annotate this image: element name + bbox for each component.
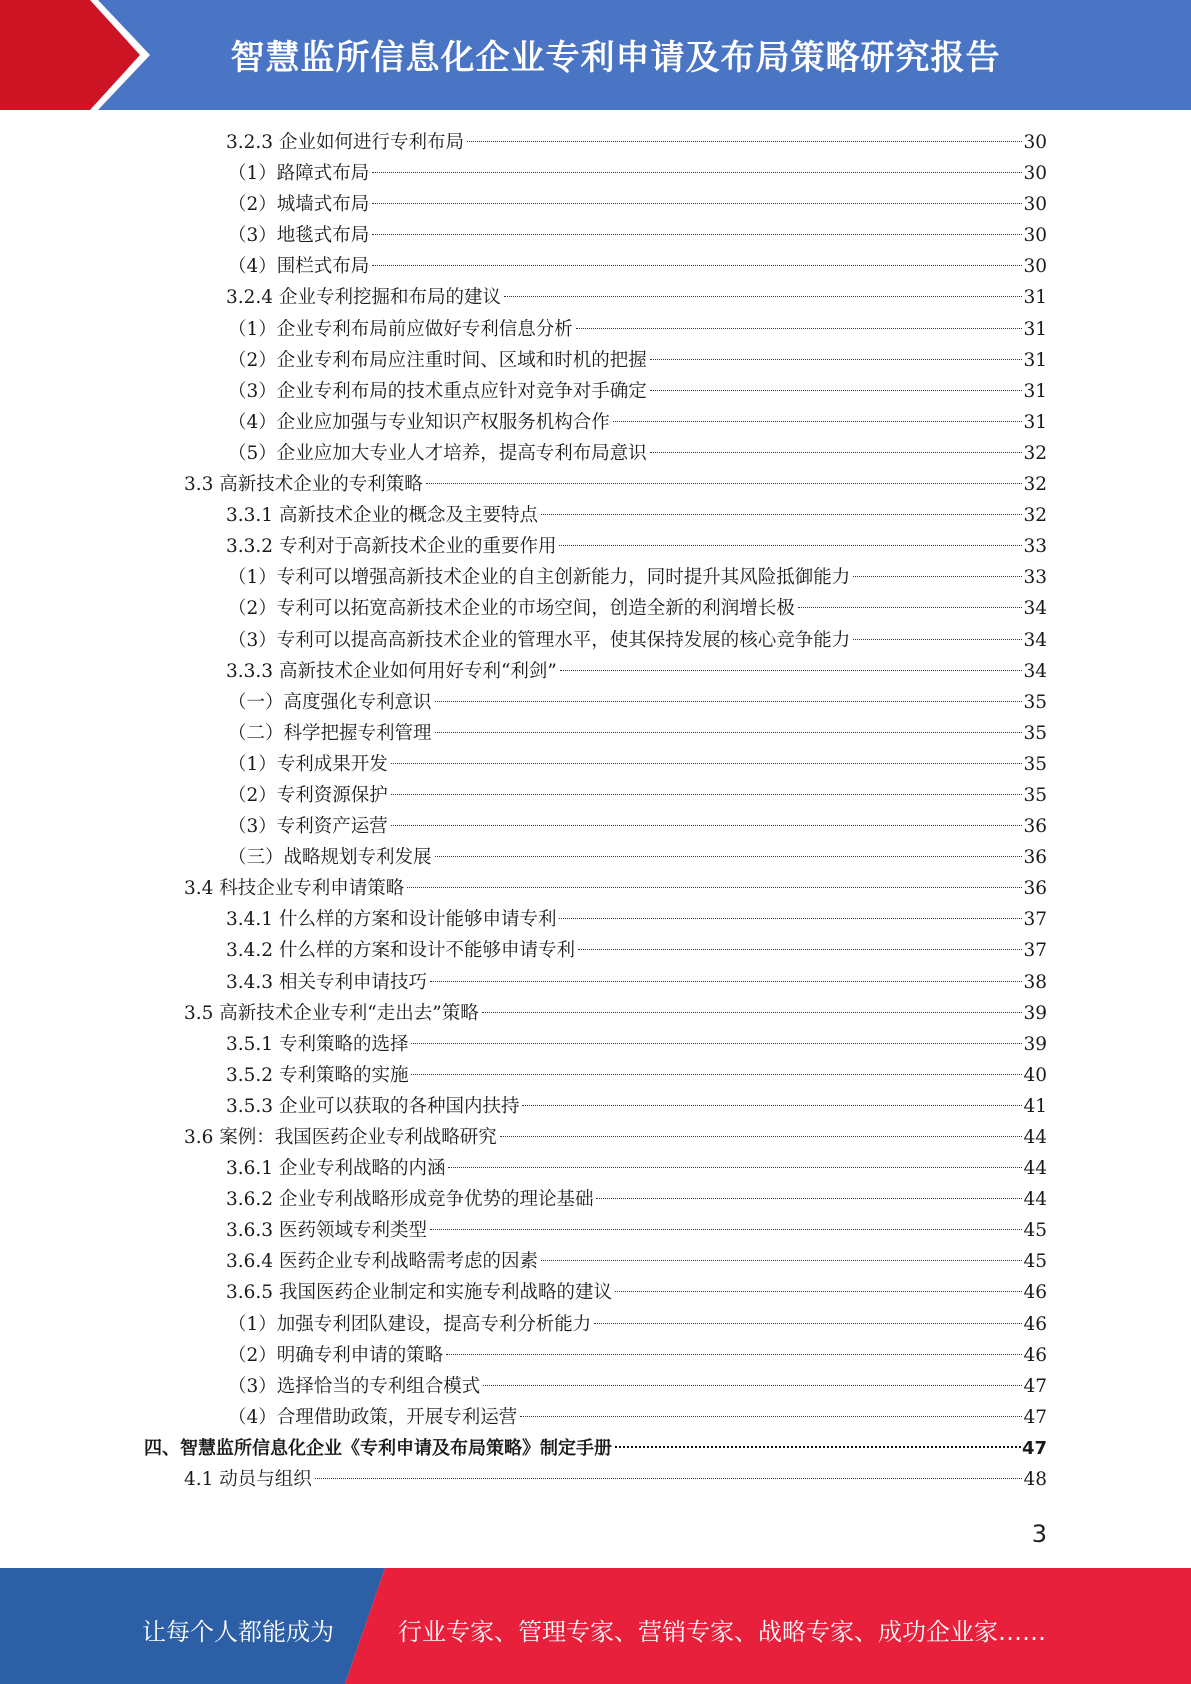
toc-entry-content: [228, 687, 1047, 718]
toc-entry-content: [184, 873, 1047, 904]
toc-entry-label: （1）路障式布局: [228, 163, 370, 185]
toc-entry[interactable]: [0, 1184, 1191, 1215]
toc-entry-label: （4）合理借助政策，开展专利运营: [228, 1406, 518, 1428]
toc-dot-leader: [372, 234, 1022, 235]
toc-entry[interactable]: [0, 1309, 1191, 1340]
toc-entry-label: （2）专利可以拓宽高新技术企业的市场空间，创造全新的利润增长极: [228, 598, 795, 620]
toc-entry-page: 34: [1023, 629, 1047, 651]
toc-entry[interactable]: [0, 1060, 1191, 1091]
toc-entry-page: 40: [1023, 1064, 1047, 1086]
toc-entry-page: 46: [1023, 1282, 1047, 1304]
toc-dot-leader: [430, 1229, 1022, 1230]
toc-entry-label: 3.5.3 企业可以获取的各种国内扶持: [226, 1095, 520, 1117]
toc-entry-content: [226, 127, 1047, 158]
toc-entry-page: 47: [1021, 1437, 1047, 1459]
toc-entry[interactable]: [0, 189, 1191, 220]
toc-entry-page: 30: [1023, 194, 1047, 216]
toc-dot-leader: [594, 1323, 1022, 1324]
toc-entry-label: （4）企业应加强与专业知识产权服务机构合作: [228, 411, 610, 433]
toc-entry[interactable]: [0, 127, 1191, 158]
toc-entry-page: 45: [1023, 1251, 1047, 1273]
toc-dot-leader: [372, 265, 1022, 266]
toc-dot-leader: [426, 483, 1023, 484]
toc-entry[interactable]: [0, 438, 1191, 469]
toc-entry-label: 3.6.5 我国医药企业制定和实施专利战略的建议: [226, 1282, 612, 1304]
toc-entry[interactable]: [0, 1091, 1191, 1122]
toc-entry-content: [226, 282, 1047, 313]
toc-entry[interactable]: [0, 780, 1191, 811]
toc-entry-content: [228, 1371, 1047, 1402]
toc-dot-leader: [522, 1105, 1022, 1106]
toc-entry-label: （2）企业专利布局应注重时间、区域和时机的把握: [228, 349, 647, 371]
toc-dot-leader: [576, 328, 1023, 329]
toc-entry-page: 48: [1023, 1469, 1047, 1491]
toc-dot-leader: [391, 794, 1023, 795]
toc-entry[interactable]: [0, 1433, 1191, 1464]
toc-entry-page: 32: [1023, 474, 1047, 496]
toc-dot-leader: [578, 949, 1022, 950]
toc-dot-leader: [541, 514, 1022, 515]
toc-entry-page: 36: [1023, 878, 1047, 900]
toc-entry-page: 38: [1023, 971, 1047, 993]
toc-entry-page: 37: [1023, 940, 1047, 962]
toc-entry[interactable]: [0, 1371, 1191, 1402]
toc-entry-label: 4.1 动员与组织: [184, 1469, 312, 1491]
toc-entry-label: （1）加强专利团队建设，提高专利分析能力: [228, 1313, 592, 1335]
toc-dot-leader: [559, 918, 1022, 919]
toc-dot-leader: [650, 452, 1023, 453]
toc-entry-page: 44: [1023, 1127, 1047, 1148]
footer-slogan-left: 让每个人都能成为: [142, 1618, 334, 1646]
toc-dot-leader: [853, 639, 1022, 640]
toc-entry-label: 3.4.3 相关专利申请技巧: [226, 971, 427, 993]
toc-entry-content: [184, 1122, 1047, 1153]
toc-entry-content: [226, 904, 1047, 935]
toc-entry-content: [228, 1309, 1047, 1340]
toc-entry[interactable]: [0, 842, 1191, 873]
toc-entry-label: （3）选择恰当的专利组合模式: [228, 1375, 481, 1397]
toc-dot-leader: [615, 1446, 1021, 1448]
toc-entry-label: （2）专利资源保护: [228, 784, 388, 806]
toc-entry-page: 47: [1023, 1406, 1047, 1428]
toc-entry[interactable]: [0, 718, 1191, 749]
footer-slogan-right: 行业专家、管理专家、营销专家、战略专家、成功企业家……: [398, 1618, 1046, 1646]
toc-entry-page: 44: [1023, 1158, 1047, 1180]
toc-entry[interactable]: [0, 282, 1191, 313]
toc-dot-leader: [483, 1385, 1022, 1386]
toc-entry-page: 30: [1023, 225, 1047, 247]
toc-entry-label: 3.2.3 企业如何进行专利布局: [226, 132, 464, 153]
toc-entry-page: 31: [1023, 287, 1047, 309]
toc-entry-page: 39: [1023, 1033, 1047, 1055]
toc-entry-content: [228, 220, 1047, 251]
toc-entry-content: [226, 1091, 1047, 1122]
toc-dot-leader: [560, 670, 1023, 671]
toc-entry[interactable]: [0, 220, 1191, 251]
toc-entry-label: （3）地毯式布局: [228, 225, 370, 247]
toc-entry-content: [226, 531, 1047, 562]
toc-dot-leader: [446, 1354, 1022, 1355]
toc-entry-content: [184, 998, 1047, 1029]
toc-entry-content: [228, 749, 1047, 780]
toc-dot-leader: [798, 607, 1023, 608]
toc-entry-label: （4）围栏式布局: [228, 256, 370, 278]
page-number: 3: [1031, 1520, 1047, 1548]
toc-entry-label: 3.5 高新技术企业专利“走出去”策略: [184, 1002, 479, 1024]
toc-entry-label: 3.6.1 企业专利战略的内涵: [226, 1158, 446, 1180]
toc-entry-content: [228, 562, 1047, 593]
toc-dot-leader: [372, 203, 1022, 204]
toc-dot-leader: [596, 1198, 1022, 1199]
toc-entry[interactable]: [0, 656, 1191, 687]
toc-entry-label: 3.3 高新技术企业的专利策略: [184, 474, 423, 496]
toc-entry-content: [228, 1340, 1047, 1371]
toc-entry[interactable]: [0, 811, 1191, 842]
toc-entry-label: 3.3.3 高新技术企业如何用好专利“利剑”: [226, 660, 557, 682]
toc-entry-page: 30: [1023, 132, 1047, 153]
toc-dot-leader: [500, 1136, 1023, 1137]
toc-entry[interactable]: [0, 967, 1191, 998]
toc-entry[interactable]: [0, 1153, 1191, 1184]
toc-entry-content: [226, 1060, 1047, 1091]
toc-entry-label: （1）专利成果开发: [228, 753, 388, 775]
toc-entry[interactable]: [0, 904, 1191, 935]
toc-entry[interactable]: [0, 158, 1191, 189]
toc-dot-leader: [315, 1478, 1023, 1479]
toc-entry-label: 3.2.4 企业专利挖掘和布局的建议: [226, 287, 501, 309]
toc-entry-page: 32: [1023, 505, 1047, 527]
toc-entry[interactable]: [0, 1340, 1191, 1371]
page-footer: [0, 1568, 1191, 1684]
toc-entry[interactable]: [0, 1277, 1191, 1308]
toc-entry-content: [228, 1402, 1047, 1433]
toc-dot-leader: [613, 421, 1023, 422]
toc-entry-label: （三）战略规划专利发展: [228, 847, 432, 869]
toc-dot-leader: [435, 732, 1023, 733]
toc-entry-label: 3.4.1 什么样的方案和设计能够申请专利: [226, 909, 557, 931]
toc-entry[interactable]: [0, 687, 1191, 718]
toc-entry-content: [228, 811, 1047, 842]
toc-entry-label: 3.3.1 高新技术企业的概念及主要特点: [226, 505, 538, 527]
toc-dot-leader: [482, 1012, 1023, 1013]
toc-entry-page: 46: [1023, 1313, 1047, 1335]
toc-entry-label: 3.4 科技企业专利申请策略: [184, 878, 405, 900]
toc-dot-leader: [559, 545, 1022, 546]
toc-entry[interactable]: [0, 469, 1191, 500]
toc-entry[interactable]: [0, 873, 1191, 904]
table-of-contents: [0, 127, 1191, 1495]
toc-entry-label: （一）高度强化专利意识: [228, 691, 432, 713]
toc-entry[interactable]: [0, 407, 1191, 438]
toc-entry-label: （3）专利资产运营: [228, 816, 388, 838]
toc-entry-content: [226, 1277, 1047, 1308]
toc-entry-content: [228, 376, 1047, 407]
toc-entry-content: [228, 593, 1047, 624]
toc-entry-page: 31: [1023, 318, 1047, 340]
toc-entry-content: [144, 1433, 1047, 1464]
toc-entry[interactable]: [0, 1029, 1191, 1060]
toc-entry-content: [226, 1153, 1047, 1184]
toc-entry-page: 47: [1023, 1375, 1047, 1397]
toc-entry[interactable]: [0, 1215, 1191, 1246]
toc-dot-leader: [541, 1260, 1022, 1261]
toc-entry-page: 34: [1023, 598, 1047, 620]
toc-entry-page: 44: [1023, 1189, 1047, 1211]
toc-dot-leader: [467, 141, 1022, 142]
toc-entry-label: 3.5.1 专利策略的选择: [226, 1033, 409, 1055]
toc-entry-content: [228, 718, 1047, 749]
toc-entry-content: [226, 1029, 1047, 1060]
toc-entry-page: 31: [1023, 380, 1047, 402]
toc-dot-leader: [407, 887, 1022, 888]
toc-dot-leader: [650, 390, 1023, 391]
toc-entry[interactable]: [0, 1464, 1191, 1495]
toc-entry-page: 39: [1023, 1002, 1047, 1024]
toc-entry-page: 34: [1023, 660, 1047, 682]
toc-dot-leader: [391, 825, 1023, 826]
toc-entry-content: [228, 251, 1047, 282]
toc-entry-label: （1）企业专利布局前应做好专利信息分析: [228, 318, 573, 340]
toc-entry-label: （3）企业专利布局的技术重点应针对竞争对手确定: [228, 380, 647, 402]
toc-entry-label: 3.4.2 什么样的方案和设计不能够申请专利: [226, 940, 575, 962]
toc-entry-page: 35: [1023, 753, 1047, 775]
toc-entry-page: 41: [1023, 1095, 1047, 1117]
header-title: 智慧监所信息化企业专利申请及布局策略研究报告: [230, 38, 1001, 78]
toc-entry-page: 33: [1023, 567, 1047, 589]
toc-entry-content: [226, 500, 1047, 531]
toc-entry-label: 3.6 案例：我国医药企业专利战略研究: [184, 1127, 497, 1148]
toc-entry-page: 36: [1023, 816, 1047, 838]
toc-entry[interactable]: [0, 376, 1191, 407]
toc-entry-label: 四、智慧监所信息化企业《专利申请及布局策略》制定手册: [144, 1437, 612, 1459]
toc-entry[interactable]: [0, 593, 1191, 624]
toc-dot-leader: [615, 1291, 1022, 1292]
toc-entry-label: （3）专利可以提高高新技术企业的管理水平，使其保持发展的核心竞争能力: [228, 629, 851, 651]
toc-dot-leader: [411, 1043, 1022, 1044]
toc-entry-page: 37: [1023, 909, 1047, 931]
toc-entry[interactable]: [0, 1402, 1191, 1433]
toc-entry-page: 33: [1023, 536, 1047, 558]
toc-entry[interactable]: [0, 345, 1191, 376]
toc-entry-label: 3.3.2 专利对于高新技术企业的重要作用: [226, 536, 557, 558]
toc-entry-content: [228, 407, 1047, 438]
toc-dot-leader: [391, 763, 1023, 764]
toc-entry-content: [226, 656, 1047, 687]
toc-entry[interactable]: [0, 531, 1191, 562]
toc-entry[interactable]: [0, 1122, 1191, 1153]
toc-entry-label: （2）城墙式布局: [228, 194, 370, 216]
toc-entry-label: 3.6.3 医药领域专利类型: [226, 1220, 427, 1242]
toc-entry-content: [226, 1246, 1047, 1277]
toc-dot-leader: [853, 576, 1022, 577]
toc-entry[interactable]: [0, 998, 1191, 1029]
toc-entry-page: 30: [1023, 256, 1047, 278]
toc-entry-label: 3.5.2 专利策略的实施: [226, 1064, 409, 1086]
toc-entry[interactable]: [0, 251, 1191, 282]
toc-entry-content: [228, 345, 1047, 376]
toc-entry[interactable]: [0, 314, 1191, 345]
toc-entry-label: （2）明确专利申请的策略: [228, 1344, 444, 1366]
toc-entry-content: [228, 780, 1047, 811]
toc-entry-content: [228, 189, 1047, 220]
toc-entry-label: 3.6.4 医药企业专利战略需考虑的因素: [226, 1251, 538, 1273]
toc-entry-page: 36: [1023, 847, 1047, 869]
toc-entry-page: 35: [1023, 784, 1047, 806]
toc-entry-label: （5）企业应加大专业人才培养，提高专利布局意识: [228, 442, 647, 464]
toc-entry-content: [226, 967, 1047, 998]
toc-dot-leader: [372, 172, 1022, 173]
toc-entry-page: 32: [1023, 442, 1047, 464]
toc-entry-label: （1）专利可以增强高新技术企业的自主创新能力，同时提升其风险抵御能力: [228, 567, 851, 589]
toc-entry-content: [228, 625, 1047, 656]
toc-entry-content: [226, 1184, 1047, 1215]
toc-dot-leader: [435, 856, 1023, 857]
toc-entry[interactable]: [0, 625, 1191, 656]
toc-entry-content: [228, 158, 1047, 189]
toc-entry-page: 31: [1023, 349, 1047, 371]
toc-entry-page: 31: [1023, 411, 1047, 433]
toc-entry-label: （二）科学把握专利管理: [228, 722, 432, 744]
toc-entry[interactable]: [0, 562, 1191, 593]
toc-entry-page: 45: [1023, 1220, 1047, 1242]
toc-dot-leader: [650, 359, 1023, 360]
toc-dot-leader: [520, 1416, 1022, 1417]
toc-entry-content: [228, 314, 1047, 345]
toc-entry-content: [228, 842, 1047, 873]
page-header: [0, 0, 1191, 110]
toc-entry-content: [228, 438, 1047, 469]
toc-entry-content: [184, 469, 1047, 500]
toc-dot-leader: [411, 1074, 1022, 1075]
toc-entry-label: 3.6.2 企业专利战略形成竞争优势的理论基础: [226, 1189, 594, 1211]
toc-entry-page: 30: [1023, 163, 1047, 185]
toc-dot-leader: [435, 701, 1023, 702]
toc-entry-page: 35: [1023, 691, 1047, 713]
toc-entry-page: 46: [1023, 1344, 1047, 1366]
toc-entry[interactable]: [0, 1246, 1191, 1277]
toc-entry[interactable]: [0, 935, 1191, 966]
toc-entry[interactable]: [0, 749, 1191, 780]
toc-entry-content: [226, 1215, 1047, 1246]
toc-entry-content: [226, 935, 1047, 966]
toc-entry-page: 35: [1023, 722, 1047, 744]
toc-entry-content: [184, 1464, 1047, 1495]
toc-entry[interactable]: [0, 500, 1191, 531]
toc-dot-leader: [504, 296, 1022, 297]
toc-dot-leader: [430, 981, 1022, 982]
toc-dot-leader: [448, 1167, 1022, 1168]
